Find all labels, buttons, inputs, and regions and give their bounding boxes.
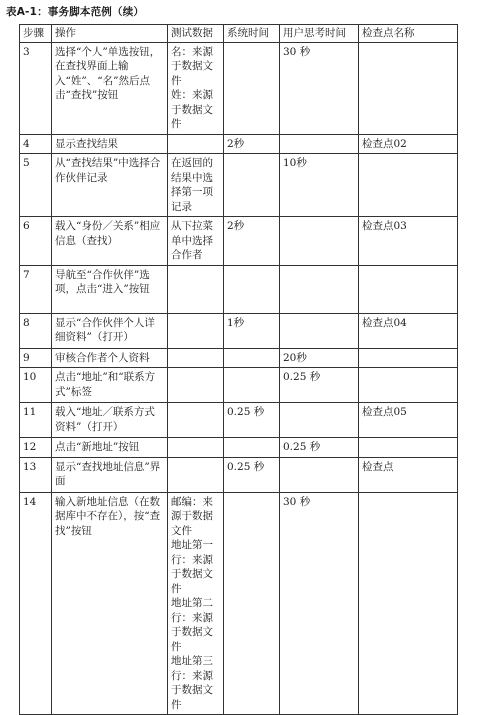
table-row xyxy=(20,42,458,134)
cell-system-time xyxy=(224,438,280,458)
cell-system-time: 0.25 秒 xyxy=(224,457,280,492)
table-row xyxy=(20,348,458,368)
table-row xyxy=(20,265,458,313)
cell-operation: 显示“查找地址信息”界面 xyxy=(52,457,168,492)
table-row xyxy=(20,313,458,348)
table-row xyxy=(20,134,458,154)
cell-system-time: 2秒 xyxy=(224,217,280,266)
header-think-time: 用户思考时间 xyxy=(280,25,359,43)
cell-operation: 载入“地址／联系方式资料”（打开） xyxy=(52,403,168,438)
cell-test-data xyxy=(168,313,224,348)
header-step: 步骤 xyxy=(20,25,52,43)
cell-think-time: 0.25 秒 xyxy=(280,438,359,458)
table-row xyxy=(20,492,458,715)
cell-system-time xyxy=(224,492,280,715)
cell-operation: 输入新地址信息（在数据库中不存在），按“查找”按钮 xyxy=(52,492,168,715)
table-row xyxy=(20,217,458,266)
table-row xyxy=(20,403,458,438)
cell-test-data: 名：来源于数据文件 姓：来源于数据文件 xyxy=(168,42,224,134)
cell-think-time xyxy=(280,457,359,492)
cell-step: 3 xyxy=(20,42,52,134)
cell-checkpoint: 检查点 xyxy=(359,457,458,492)
cell-system-time xyxy=(224,42,280,134)
cell-test-data xyxy=(168,134,224,154)
cell-test-data xyxy=(168,348,224,368)
cell-system-time: 2秒 xyxy=(224,134,280,154)
cell-step: 12 xyxy=(20,438,52,458)
header-checkpoint: 检查点名称 xyxy=(359,25,458,43)
cell-checkpoint xyxy=(359,265,458,313)
table-row xyxy=(20,457,458,492)
cell-test-data: 在返回的结果中选择第一项记录 xyxy=(168,154,224,217)
cell-step: 8 xyxy=(20,313,52,348)
cell-step: 7 xyxy=(20,265,52,313)
cell-checkpoint xyxy=(359,492,458,715)
cell-test-data xyxy=(168,368,224,403)
cell-step: 4 xyxy=(20,134,52,154)
cell-system-time: 0.25 秒 xyxy=(224,403,280,438)
cell-checkpoint: 检查点02 xyxy=(359,134,458,154)
cell-operation: 导航至“合作伙伴”选项，点击“进入”按钮 xyxy=(52,265,168,313)
cell-operation: 从“查找结果”中选择合作伙伴记录 xyxy=(52,154,168,217)
cell-step: 9 xyxy=(20,348,52,368)
cell-think-time xyxy=(280,313,359,348)
cell-think-time: 0.25 秒 xyxy=(280,368,359,403)
cell-system-time xyxy=(224,154,280,217)
cell-operation: 审核合作者个人资料 xyxy=(52,348,168,368)
cell-system-time: 1秒 xyxy=(224,313,280,348)
cell-checkpoint xyxy=(359,42,458,134)
cell-checkpoint: 检查点04 xyxy=(359,313,458,348)
cell-think-time xyxy=(280,403,359,438)
transaction-script-table xyxy=(19,24,458,715)
cell-test-data xyxy=(168,403,224,438)
cell-system-time xyxy=(224,348,280,368)
cell-step: 6 xyxy=(20,217,52,266)
cell-step: 13 xyxy=(20,457,52,492)
cell-test-data xyxy=(168,457,224,492)
cell-checkpoint xyxy=(359,348,458,368)
table-row xyxy=(20,438,458,458)
cell-checkpoint xyxy=(359,438,458,458)
cell-operation: 显示“合作伙伴个人详细资料”（打开） xyxy=(52,313,168,348)
cell-step: 14 xyxy=(20,492,52,715)
cell-step: 11 xyxy=(20,403,52,438)
cell-operation: 选择“个人”单选按钮，在查找界面上输入“姓”、“名”然后点击“查找”按钮 xyxy=(52,42,168,134)
cell-operation: 显示查找结果 xyxy=(52,134,168,154)
cell-step: 5 xyxy=(20,154,52,217)
cell-checkpoint xyxy=(359,154,458,217)
table-row xyxy=(20,368,458,403)
cell-checkpoint xyxy=(359,368,458,403)
table-header-row xyxy=(20,25,458,43)
table-row xyxy=(20,154,458,217)
cell-step: 10 xyxy=(20,368,52,403)
cell-operation: 载入“身份／关系”相应信息（查找） xyxy=(52,217,168,266)
header-system-time: 系统时间 xyxy=(224,25,280,43)
cell-think-time xyxy=(280,217,359,266)
table-caption: 表A-1：事务脚本范例（续） xyxy=(6,6,145,18)
cell-operation: 点击“新地址”按钮 xyxy=(52,438,168,458)
cell-test-data xyxy=(168,265,224,313)
cell-checkpoint: 检查点05 xyxy=(359,403,458,438)
cell-test-data: 邮编：来源于数据文件 地址第一行：来源于数据文件 地址第二行：来源于数据文件 地址第三行：来源于数据文件 xyxy=(168,492,224,715)
cell-system-time xyxy=(224,368,280,403)
cell-checkpoint: 检查点03 xyxy=(359,217,458,266)
cell-think-time: 20秒 xyxy=(280,348,359,368)
cell-system-time xyxy=(224,265,280,313)
header-test-data: 测试数据 xyxy=(168,25,224,43)
cell-test-data xyxy=(168,438,224,458)
cell-think-time: 30 秒 xyxy=(280,42,359,134)
cell-think-time: 30 秒 xyxy=(280,492,359,715)
cell-think-time xyxy=(280,265,359,313)
cell-think-time: 10秒 xyxy=(280,154,359,217)
cell-think-time xyxy=(280,134,359,154)
cell-operation: 点击“地址”和“联系方式”标签 xyxy=(52,368,168,403)
header-operation: 操作 xyxy=(52,25,168,43)
cell-test-data: 从下拉菜单中选择合作者 xyxy=(168,217,224,266)
